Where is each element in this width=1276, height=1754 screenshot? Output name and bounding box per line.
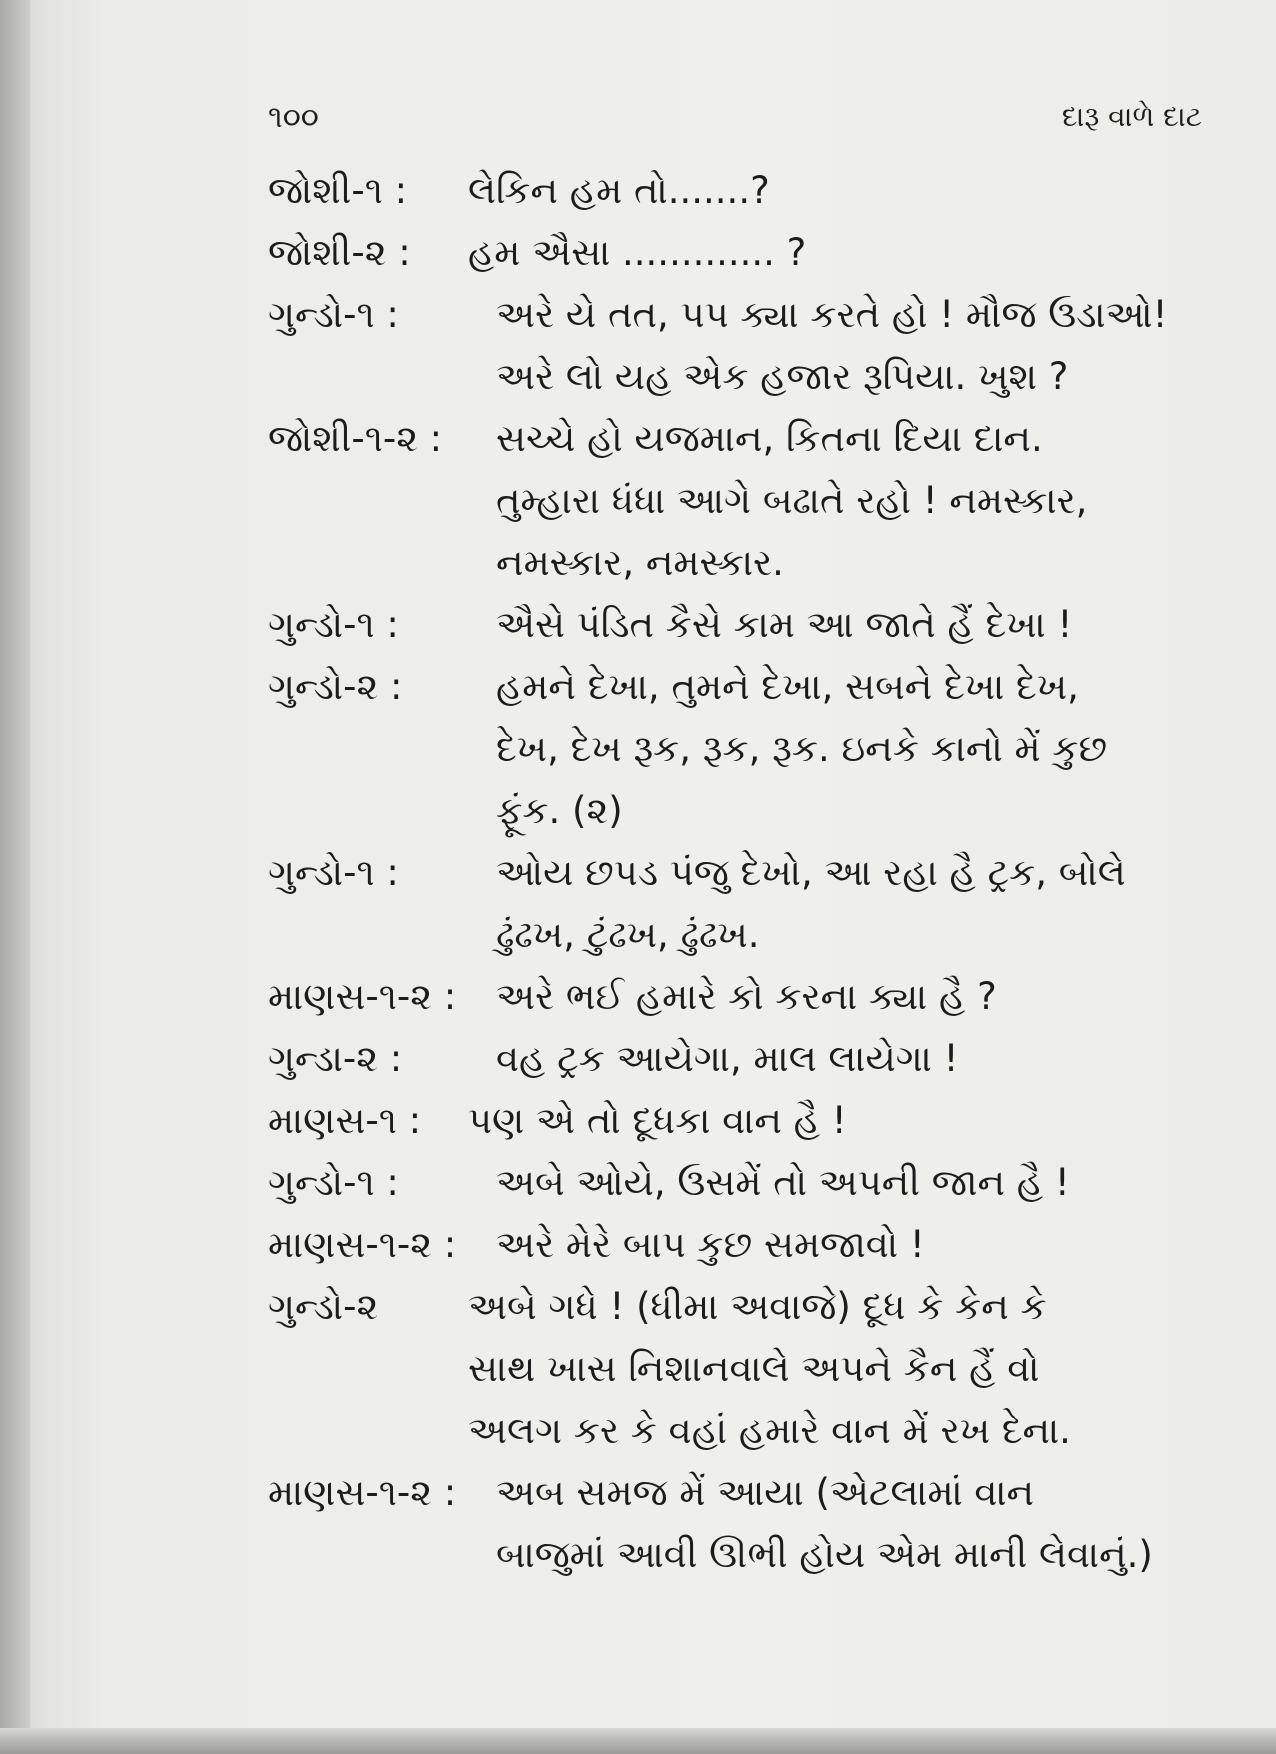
speaker-label: માણસ-૧-૨ :: [268, 1223, 457, 1266]
dialogue-line: અબ સમજ મેં આયા (એટલામાં વાન: [496, 1471, 1035, 1514]
dialogue-entry: [268, 1090, 1208, 1152]
dialogue-line: અરે ભઈ હમારે કો કરના ક્યા હૈ ?: [496, 975, 997, 1018]
dialogue-entry: [268, 1028, 1208, 1090]
running-header-title: દારૂ વાળે દાટ: [1061, 100, 1202, 133]
dialogue-line: હમ ઐસા ............. ?: [468, 231, 807, 274]
dialogue-line: પણ એ તો દૂધકા વાન હૈ !: [468, 1099, 847, 1142]
dialogue-line: અરે મેરે બાપ કુછ સમજાવો !: [496, 1223, 925, 1266]
dialogue-text: [496, 1152, 1208, 1214]
dialogue-entry: [268, 842, 1208, 966]
speaker-label: જોશી-૨ :: [268, 231, 411, 274]
dialogue-entry: [268, 966, 1208, 1028]
dialogue-entry: [268, 284, 1208, 408]
speaker-label: ગુન્ડો-૧ :: [268, 851, 399, 894]
dialogue-text: [496, 1462, 1208, 1586]
speaker-label: ગુન્ડો-૧ :: [268, 293, 399, 336]
dialogue-line: અરે લો યહ એક હજાર રૂપિયા. ખુશ ?: [496, 355, 1069, 398]
speaker-label: ગુન્ડો-૧ :: [268, 603, 399, 646]
dialogue-line: અબે ઓયે, ઉસમેં તો અપની જાન હૈ !: [496, 1161, 1070, 1204]
page-bottom-edge: [0, 1728, 1276, 1754]
dialogue-text: [468, 1276, 1208, 1462]
dialogue-text: [496, 284, 1208, 408]
dialogue-text: [496, 966, 1208, 1028]
dialogue-line: હમને દેખા, તુમને દેખા, સબને દેખા દેખ,: [496, 665, 1079, 708]
dialogue-text: [496, 408, 1208, 594]
dialogue-entry: [268, 222, 1208, 284]
dialogue-entry: [268, 1214, 1208, 1276]
dialogue-line: અલગ કર કે વહાં હમારે વાન મેં રખ દેના.: [468, 1409, 1071, 1452]
dialogue-line: નમસ્કાર, નમસ્કાર.: [496, 541, 784, 584]
speaker-label: જોશી-૧ :: [268, 169, 408, 212]
speaker-label: જોશી-૧-૨ :: [268, 417, 443, 460]
dialogue-line: લેકિન હમ તો.......?: [468, 169, 770, 212]
speaker-label: ગુન્ડો-૨: [268, 1285, 379, 1328]
dialogue-text: [468, 222, 1208, 284]
dialogue-entry: [268, 1462, 1208, 1586]
dialogue-line: બાજુમાં આવી ઊભી હોય એમ માની લેવાનું.): [496, 1533, 1153, 1576]
dialogue-line: સચ્ચે હો યજમાન, કિતના દિયા દાન.: [496, 417, 1043, 460]
dialogue-line: સાથ ખાસ નિશાનવાલે અપને કૈન હૈં વો: [468, 1347, 1040, 1390]
page-number: ૧૦૦: [268, 100, 319, 135]
book-binding-shadow: [0, 0, 30, 1754]
dialogue-text: [468, 1090, 1208, 1152]
dialogue-entry: [268, 656, 1208, 842]
dialogue-entry: [268, 408, 1208, 594]
speaker-label: માણસ-૧ :: [268, 1099, 422, 1142]
dialogue-line: ઐસે પંડિત કૈસે કામ આ જાતે હૈં દેખા !: [496, 603, 1073, 646]
dialogue-line: અરે યે તત, પપ ક્યા કરતે હો ! મૌજ ઉડાઓ!: [496, 293, 1168, 336]
speaker-label: ગુન્ડા-૨ :: [268, 1037, 403, 1080]
dialogue-line: વહ ટ્રક આયેગા, માલ લાયેગા !: [496, 1037, 959, 1080]
speaker-label: ગુન્ડો-૨ :: [268, 665, 403, 708]
dialogue-line: ફૂંક. (૨): [496, 789, 623, 832]
dialogue-text: [496, 594, 1208, 656]
speaker-label: ગુન્ડો-૧ :: [268, 1161, 399, 1204]
dialogue-entry: [268, 160, 1208, 222]
dialogue-entry: [268, 1152, 1208, 1214]
speaker-label: માણસ-૧-૨ :: [268, 1471, 457, 1514]
dialogue-text: [496, 1214, 1208, 1276]
dialogue-body: [268, 160, 1208, 1586]
dialogue-line: ઓય છપડ પંજુ દેખો, આ રહા હૈ ટ્રક, બોલે: [496, 851, 1126, 894]
dialogue-line: દેખ, દેખ રૂક, રૂક, રૂક. ઇનકે કાનો મેં કુછ: [496, 727, 1108, 770]
dialogue-text: [496, 656, 1208, 842]
dialogue-entry: [268, 1276, 1208, 1462]
dialogue-line: અબે ગધે ! (ધીમા અવાજે) દૂધ કે કેન કે: [468, 1285, 1047, 1328]
dialogue-entry: [268, 594, 1208, 656]
dialogue-line: ઢુંઢખ, ટુંઢખ, ઢુંઢખ.: [496, 913, 760, 956]
dialogue-text: [496, 1028, 1208, 1090]
speaker-label: માણસ-૧-૨ :: [268, 975, 457, 1018]
dialogue-text: [496, 842, 1208, 966]
dialogue-line: તુમ્હારા ધંધા આગે બઢાતે રહો ! નમસ્કાર,: [496, 479, 1088, 522]
dialogue-text: [468, 160, 1208, 222]
